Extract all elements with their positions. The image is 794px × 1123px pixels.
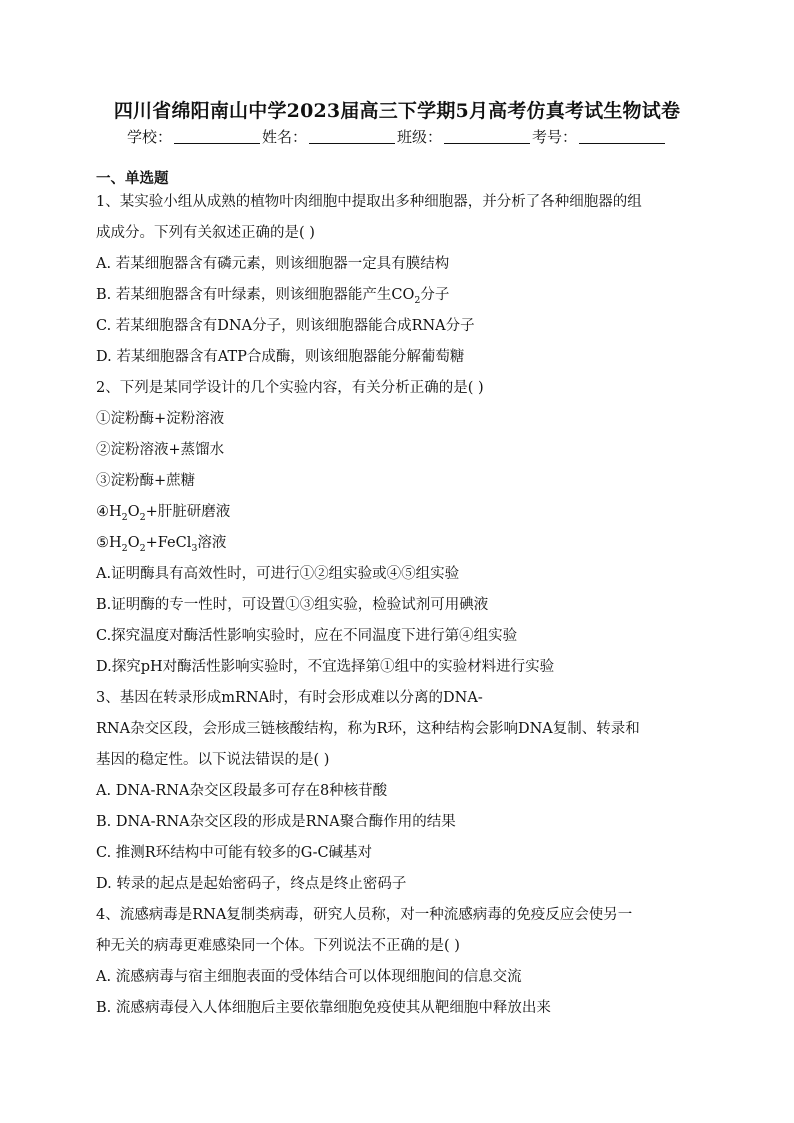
q4-stem-line2: 种无关的病毒更难感染同一个体。下列说法不正确的是( ) <box>96 938 460 954</box>
school-label: 学校： <box>126 128 172 146</box>
q4-option-b: B. 流感病毒侵入人体细胞后主要依靠细胞免疫使其从靶细胞中释放出来 <box>96 1000 551 1016</box>
q2-item-5: $⑤H_2O_2+FeCl_3$溶液 <box>96 535 227 554</box>
q2-item-1: ①淀粉酶+淀粉溶液 <box>96 411 225 427</box>
q3-option-d: D. 转录的起点是起始密码子，终点是终止密码子 <box>96 876 407 892</box>
name-label: 姓名： <box>261 128 307 146</box>
page-title: 四川省绵阳南山中学2023届高三下学期5月高考仿真考试生物试卷 <box>113 100 681 122</box>
q1-option-a: A. 若某细胞器含有磷元素，则该细胞器一定具有膜结构 <box>96 256 450 272</box>
q3-stem-line2: RNA杂交区段，会形成三链核酸结构，称为R环，这种结构会影响DNA复制、转录和 <box>96 721 640 737</box>
q1-option-c: C. 若某细胞器含有DNA分子，则该细胞器能合成RNA分子 <box>96 318 475 334</box>
q2-item-4: $④H_2O_2+$肝脏研磨液 <box>96 504 231 523</box>
q2-item-3: ③淀粉酶+蔗糖 <box>96 473 196 489</box>
q3-option-a: A. DNA-RNA杂交区段最多可存在8种核苷酸 <box>96 783 388 799</box>
q1-stem-line1: 1、某实验小组从成熟的植物叶肉细胞中提取出多种细胞器，并分析了各种细胞器的组 <box>96 194 642 210</box>
q1-option-d: D. 若某细胞器含有ATP合成酶，则该细胞器能分解葡萄糖 <box>96 349 465 365</box>
q2-option-b: B.证明酶的专一性时，可设置①③组实验，检验试剂可用碘液 <box>96 597 489 613</box>
q2-item-2: ②淀粉溶液+蒸馏水 <box>96 442 225 458</box>
exam-number-field[interactable] <box>579 128 665 144</box>
q2-stem-line1: 2、下列是某同学设计的几个实验内容，有关分析正确的是( ) <box>96 380 484 396</box>
q3-stem-line1: 3、基因在转录形成mRNA时，有时会形成难以分离的DNA- <box>96 690 483 706</box>
exam-number-label: 考号： <box>532 128 578 146</box>
q1-stem-line2: 成成分。下列有关叙述正确的是( ) <box>96 225 315 241</box>
q3-option-b: B. DNA-RNA杂交区段的形成是RNA聚合酶作用的结果 <box>96 814 456 830</box>
section-title: 一、单选题 <box>96 170 169 187</box>
q3-stem-line3: 基因的稳定性。以下说法错误的是( ) <box>96 752 330 768</box>
q2-option-a: A.证明酶具有高效性时，可进行①②组实验或④⑤组实验 <box>96 566 460 582</box>
q4-stem-line1: 4、流感病毒是RNA复制类病毒，研究人员称，对一种流感病毒的免疫反应会使另一 <box>96 907 633 923</box>
q2-option-d: D.探究pH对酶活性影响实验时，不宜选择第①组中的实验材料进行实验 <box>96 659 555 675</box>
student-info-row <box>0 126 794 147</box>
q3-option-c: C. 推测R环结构中可能有较多的G-C碱基对 <box>96 845 373 861</box>
class-label: 班级： <box>397 128 443 146</box>
q2-option-c: C.探究温度对酶活性影响实验时，应在不同温度下进行第④组实验 <box>96 628 518 644</box>
q1-option-b: B. 若某细胞器含有叶绿素，则该细胞器能产生$CO_2$分子 <box>96 287 450 306</box>
school-field[interactable] <box>174 128 260 144</box>
name-field[interactable] <box>309 128 395 144</box>
q4-option-a: A. 流感病毒与宿主细胞表面的受体结合可以体现细胞间的信息交流 <box>96 969 522 985</box>
class-field[interactable] <box>444 128 530 144</box>
